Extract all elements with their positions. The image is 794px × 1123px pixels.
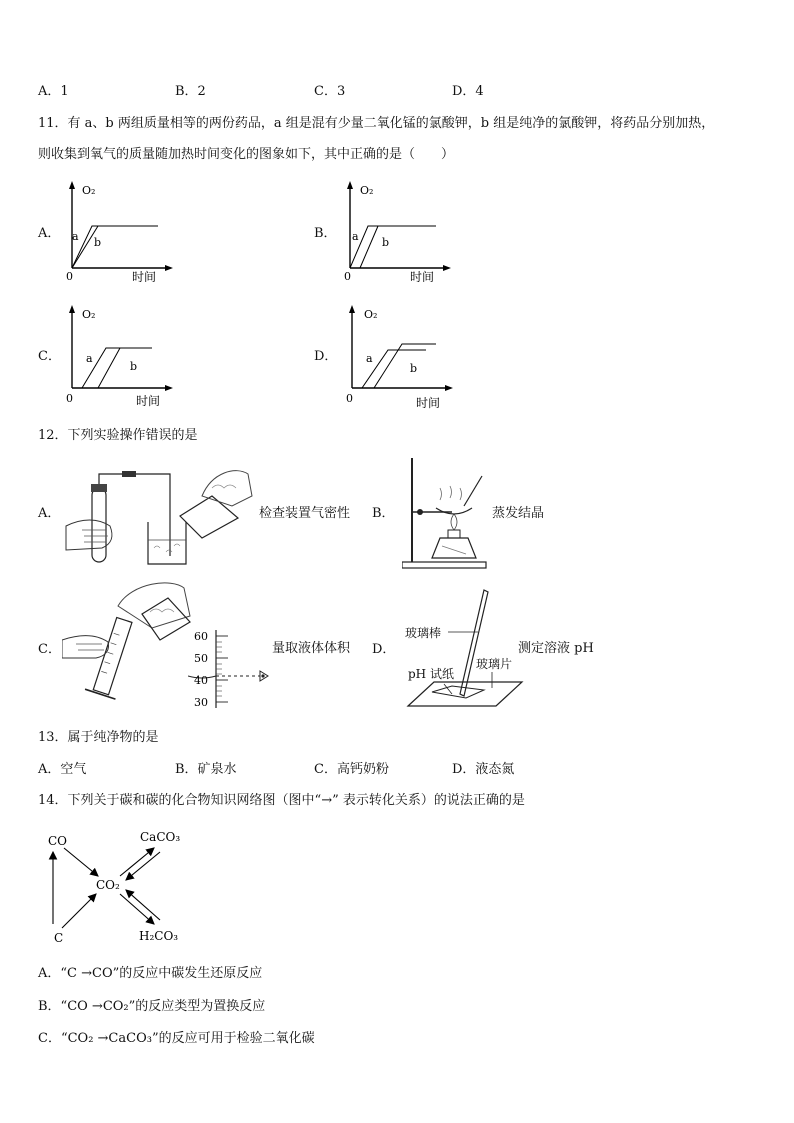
q11-graph-d-series-b: b: [410, 362, 418, 375]
q14-option-b: B．“CO →CO₂”的反应类型为置换反应: [38, 999, 266, 1014]
q12-label-ph-paper: pH 试纸: [408, 667, 454, 681]
q14-node-caco3: CaCO₃: [140, 830, 181, 844]
q11-graph-a-y-label: O₂: [82, 184, 96, 197]
q12-caption-d: 测定溶液 pH: [518, 641, 594, 656]
q14-node-c: C: [54, 931, 64, 945]
q11-graph-b-x-label: 时间: [410, 270, 435, 282]
q12-scale-tick-60: 60: [194, 630, 208, 643]
q11-graph-d-x-label: 时间: [416, 396, 441, 410]
q11-graph-d-y-label: O₂: [364, 308, 378, 321]
q14-option-a: A．“C →CO”的反应中碳发生还原反应: [38, 966, 263, 981]
q12-caption-b: 蒸发结晶: [492, 506, 545, 521]
q14-stem: 14．下列关于碳和碳的化合物知识网络图（图中“→” 表示转化关系）的说法正确的是: [38, 793, 525, 808]
q12-illustration-evaporation: [402, 454, 492, 570]
q13-option-c: C．高钙奶粉: [314, 762, 389, 777]
q12-label-glass-rod: 玻璃棒: [405, 626, 442, 640]
q11-graph-c-x-label: 时间: [136, 394, 161, 408]
q11-graph-b-series-a: a: [352, 230, 359, 243]
q12-caption-a: 检查装置气密性: [259, 506, 351, 521]
q11-graph-a-x-label: 时间: [132, 270, 157, 282]
q11-graph-d-series-a: a: [366, 352, 373, 365]
q12-scale-tick-50: 50: [194, 652, 208, 665]
q12-label-glass-plate: 玻璃片: [476, 657, 513, 671]
q11-option-c-label: C．: [38, 349, 61, 364]
q13-option-d: D．液态氮: [452, 762, 515, 777]
q13-option-a: A．空气: [38, 762, 87, 777]
q12-caption-c: 量取液体体积: [272, 641, 351, 656]
q14-node-co2: CO₂: [96, 878, 120, 892]
q11-graph-c-series-b: b: [130, 360, 138, 373]
q11-stem-line2: 则收集到氧气的质量随加热时间变化的图象如下，其中正确的是（ ）: [38, 147, 455, 162]
q12-option-d-label: D．: [372, 642, 396, 657]
q10-option-a: A．1: [38, 84, 69, 99]
q11-graph-c-series-a: a: [86, 352, 93, 365]
q13-stem: 13．属于纯净物的是: [38, 730, 159, 745]
q11-option-a-label: A．: [38, 226, 61, 241]
q10-option-d: D．4: [452, 84, 484, 99]
q11-graph-a-origin: 0: [66, 270, 73, 282]
q12-cylinder-scale: [188, 626, 274, 712]
q10-option-b: B．2: [175, 84, 206, 99]
q11-option-b-label: B．: [314, 226, 337, 241]
q14-node-co: CO: [48, 834, 68, 848]
q12-illustration-ph-test: [404, 586, 526, 712]
q11-graph-d: [340, 302, 460, 412]
q12-stem: 12．下列实验操作错误的是: [38, 428, 198, 443]
q14-carbon-network-diagram: [40, 826, 200, 948]
q14-node-h2co3: H₂CO₃: [139, 929, 179, 943]
q12-option-c-label: C．: [38, 642, 61, 657]
q11-graph-c: [60, 302, 180, 410]
q11-graph-b-origin: 0: [344, 270, 351, 282]
q12-scale-tick-30: 30: [194, 696, 208, 709]
q11-graph-d-origin: 0: [346, 392, 353, 405]
q11-graph-b: [338, 178, 458, 282]
q12-option-a-label: A．: [38, 506, 61, 521]
q11-graph-a-series-b: b: [94, 236, 102, 249]
q11-graph-b-series-b: b: [382, 236, 390, 249]
q11-graph-a: [60, 178, 180, 282]
q12-scale-tick-40: 40: [194, 674, 208, 687]
q11-graph-b-y-label: O₂: [360, 184, 374, 197]
q12-option-b-label: B．: [372, 506, 395, 521]
q12-illustration-airtightness: [62, 460, 258, 568]
q12-illustration-cylinder: [62, 578, 192, 706]
q14-option-c: C．“CO₂ →CaCO₃”的反应可用于检验二氧化碳: [38, 1031, 315, 1046]
q10-option-c: C．3: [314, 84, 346, 99]
q11-graph-c-origin: 0: [66, 392, 73, 405]
q11-stem-line1: 11．有 a、b 两组质量相等的两份药品，a 组是混有少量二氧化锰的氯酸钾，b 组是纯净的氯酸钾，将药品分别加热，: [38, 116, 715, 131]
q13-option-b: B．矿泉水: [175, 762, 237, 777]
q11-graph-c-y-label: O₂: [82, 308, 96, 321]
q11-option-d-label: D．: [314, 349, 338, 364]
q11-graph-a-series-a: a: [72, 230, 79, 243]
